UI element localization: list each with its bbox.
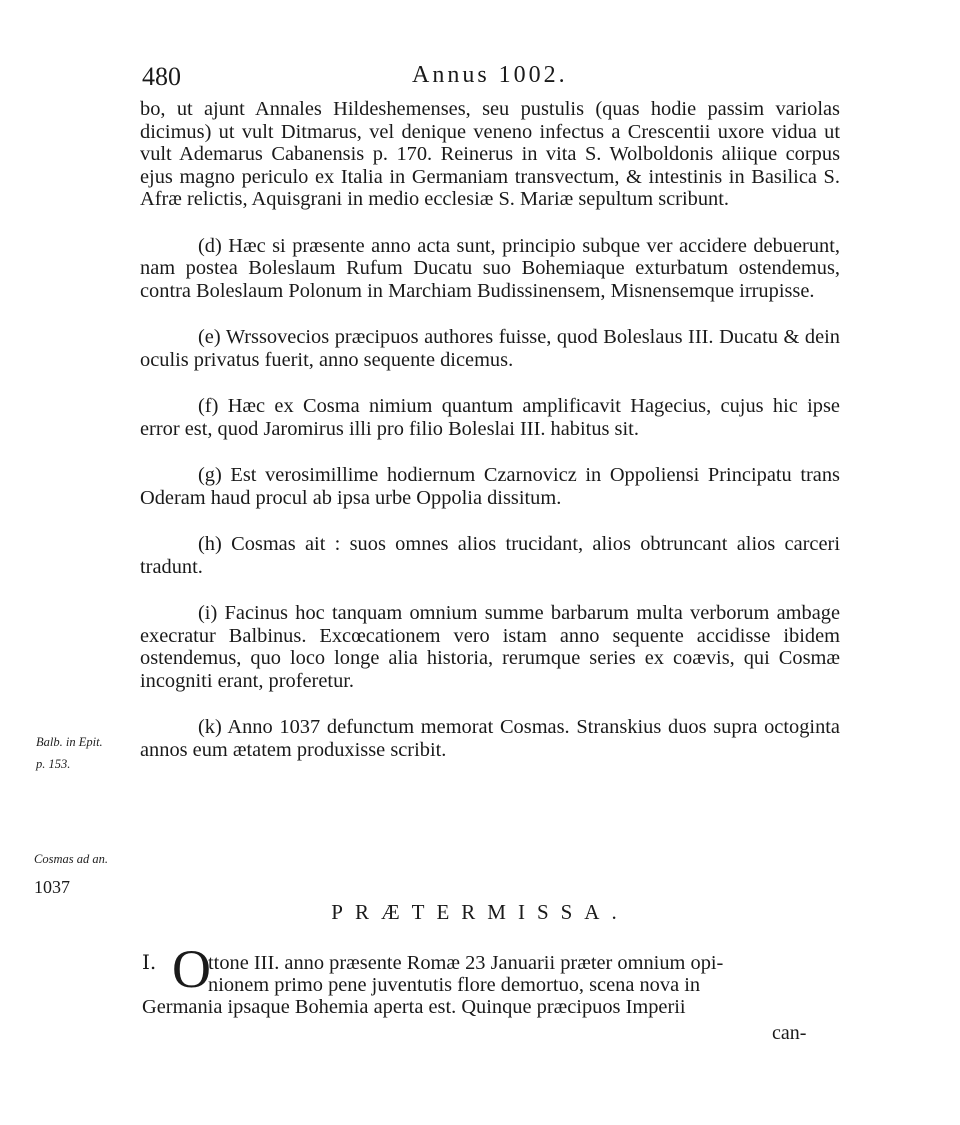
- note-marker: (d): [198, 234, 222, 257]
- note-text: Anno 1037 defunctum memorat Cosmas. Stranskius duos supra octoginta annos eum ætatem produxisse scribit.: [140, 716, 840, 761]
- final-line-2: nionem primo pene juventutis flore demortuo, scena nova in: [208, 974, 701, 996]
- note-marker: (h): [198, 533, 222, 555]
- note-k: [140, 716, 840, 761]
- final-line-3: Germania ipsaque Bohemia aperta est. Quinque præcipuos Imperii: [142, 996, 686, 1018]
- drop-cap: O: [172, 939, 211, 999]
- note-text: Est verosimillime hodiernum Czarnovicz in Oppoliensi Principatu trans Oderam haud procul ab ipsa urbe Oppolia dissitum.: [140, 464, 840, 509]
- paragraph-gap: [140, 302, 840, 326]
- margin-note-cosmas: Cosmas ad an.: [34, 852, 108, 866]
- paragraph-gap: [140, 692, 840, 716]
- note-text: Wrssovecios præcipuos authores fuisse, quod Boleslaus III. Ducatu & dein oculis privatus fuerit, anno sequente dicemus.: [140, 326, 840, 371]
- paragraph-gap: [140, 578, 840, 602]
- note-marker: (g): [198, 464, 222, 486]
- note-g: [140, 464, 840, 509]
- running-title: Annus 1002.: [412, 62, 568, 88]
- margin-note-balbinus-page: p. 153.: [36, 757, 71, 771]
- margin-note-cosmas-year: 1037: [34, 877, 70, 897]
- note-text: Facinus hoc tanquam omnium summe barbarum multa verborum ambage execratur Balbinus. Excœcationem vero istam anno sequente accidisse ibidem ostendemus, quo loco longe alia historia, rerumque series ex coævis, qui Cosmæ incogniti erant, proferetur.: [140, 602, 840, 692]
- catchword: can-: [772, 1022, 807, 1044]
- note-d: [140, 235, 840, 303]
- note-e: [140, 326, 840, 371]
- paragraph-gap: [140, 371, 840, 395]
- main-text: [140, 98, 840, 761]
- note-h: [140, 533, 840, 578]
- note-i: [140, 602, 840, 692]
- paragraph-gap: [140, 211, 840, 235]
- section-title: PRÆTERMISSA.: [331, 900, 629, 924]
- paragraph-gap: [140, 440, 840, 464]
- page-header: [0, 62, 960, 96]
- note-marker: (k): [198, 716, 222, 738]
- margin-note-balbinus: Balb. in Epit.: [36, 735, 103, 749]
- note-text: Hæc ex Cosma nimium quantum amplificavit Hagecius, cujus hic ipse error est, quod Jaromirus illi pro filio Boleslai III. habitus sit.: [140, 395, 840, 440]
- note-text: Hæc si præsente anno acta sunt, principio subque ver accidere debuerunt, nam postea Boleslaum Rufum Ducatu suo Bohemiaque exturbatum ostendemus, contra Boleslaum Polonum in Marchiam Budissinensem, Misnensemque irrupisse.: [140, 234, 840, 302]
- note-marker: (i): [198, 602, 218, 624]
- paragraph-number: I.: [142, 950, 157, 974]
- page-number: 480: [142, 62, 181, 91]
- paragraph-gap: [140, 509, 840, 533]
- final-line-1: ttone III. anno præsente Romæ 23 Januarii præter omnium opi-: [208, 952, 724, 974]
- intro-paragraph: bo, ut ajunt Annales Hildeshemenses, seu pustulis (quas hodie passim variolas dicimus) ut vult Ditmarus, vel denique veneno infectus a Crescentii uxore vidua ut vult Ademarus Cabanensis p. 170. Reinerus in vita S. Wolboldonis aliique corpus ejus magno periculo ex Italia in Germaniam transvectum, & intestinis in Basilica S. Afræ relictis, Aquisgrani in medio ecclesiæ S. Mariæ sepultum scribunt.: [140, 98, 840, 210]
- note-marker: (f): [198, 395, 219, 417]
- note-marker: (e): [198, 326, 221, 348]
- note-f: [140, 395, 840, 440]
- note-text: Cosmas ait : suos omnes alios trucidant, alios obtruncant alios carceri tradunt.: [140, 533, 840, 578]
